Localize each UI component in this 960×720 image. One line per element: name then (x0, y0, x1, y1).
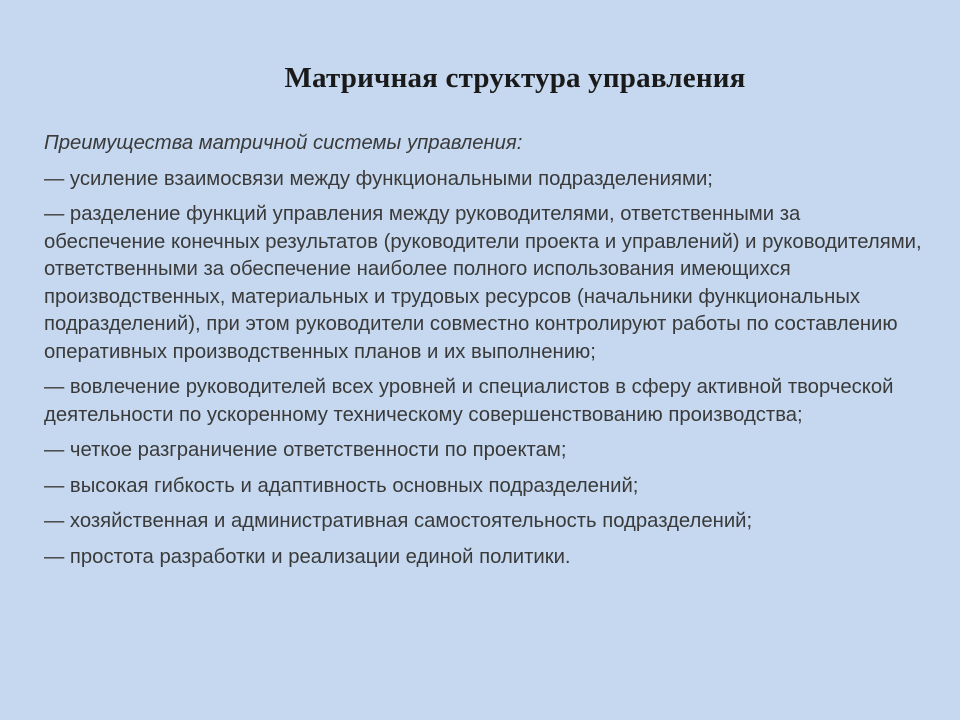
slide-content (44, 130, 924, 579)
list-item: — вовлечение руководителей всех уровней и специалистов в сферу активной творческой деятельности по ускоренному техническому совершенствованию производства; (44, 376, 894, 426)
list-item: — хозяйственная и административная самостоятельность подразделений; (44, 510, 753, 532)
list-item: — простота разработки и реализации единой политики. (44, 545, 571, 568)
advantages-heading: Преимущества матричной системы управления: (44, 132, 523, 154)
list-item: — высокая гибкость и адаптивность основных подразделений; (44, 474, 639, 497)
slide-title: Матричная структура управления (284, 62, 746, 94)
list-item: — разделение функций управления между руководителями, ответственными за обеспечение конечных результатов (руководители проекта и управлений) и руководителями, ответственными за обеспечение наиболее полного использования имеющихся производственных, материальных и трудовых ресурсов (начальники функциональных подразделений), при этом руководители совместно контролируют работы по составлению оперативных производственных планов и их выполнению; (44, 203, 922, 363)
list-item: — четкое разграничение ответственности по проектам; (44, 439, 567, 461)
list-item: — усиление взаимосвязи между функциональными подразделениями; (44, 167, 713, 190)
